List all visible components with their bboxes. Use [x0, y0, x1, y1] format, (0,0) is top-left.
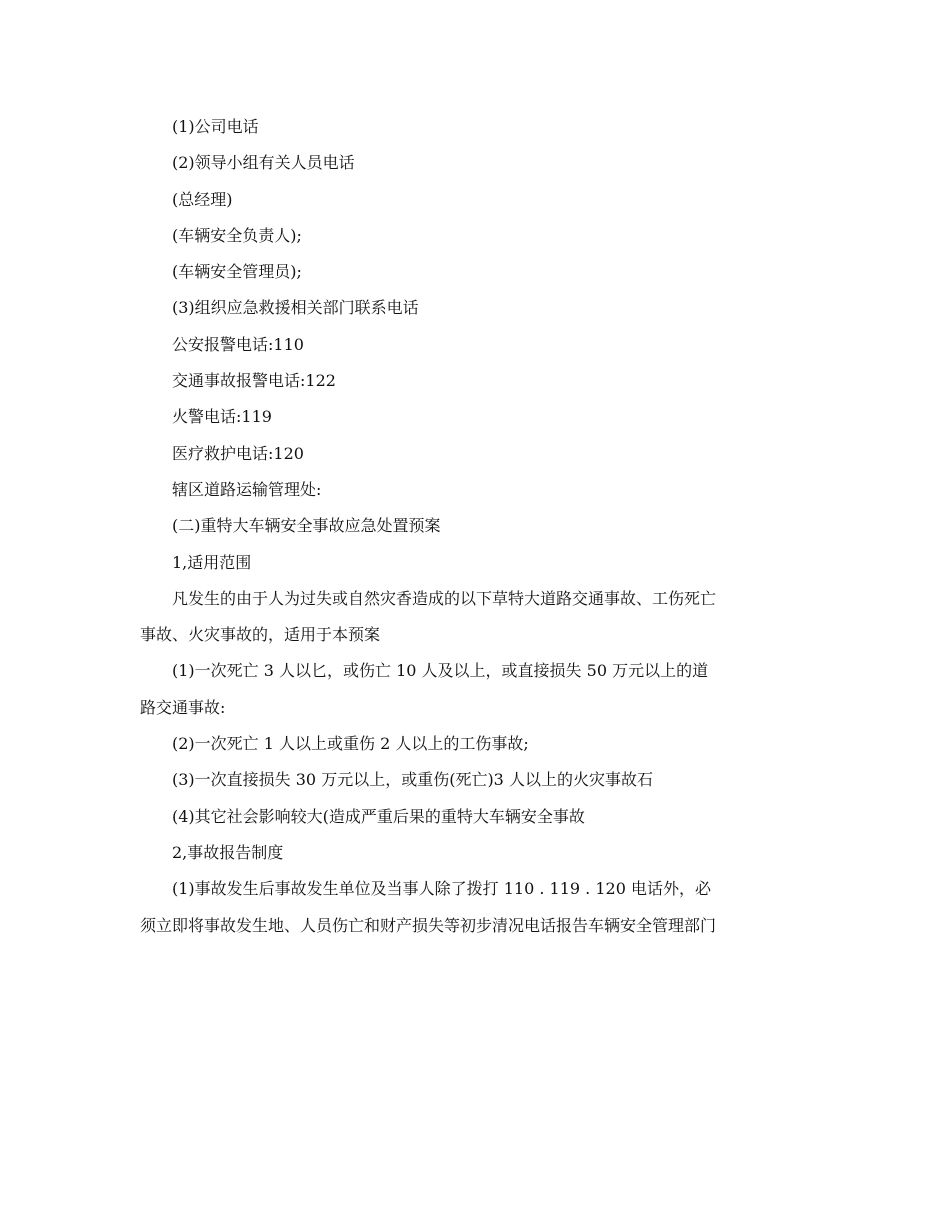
- text-line: (二)重特大车辆安全事故应急处置预案: [172, 516, 441, 536]
- document-body: [140, 109, 812, 944]
- text-line: 事故、火灾事故的，适用于本预案: [140, 625, 381, 645]
- text-line: 辖区道路运输管理处:: [172, 479, 322, 499]
- text-line: (总经理): [172, 189, 233, 209]
- text-line: (1)一次死亡 3 人以匕，或伤亡 10 人及以上，或直接损失 50 万元以上的道: [172, 661, 709, 681]
- text-line: (2)领导小组有关人员电话: [172, 153, 355, 173]
- text-line: (车辆安全管理员);: [172, 262, 302, 282]
- text-line: (1)事故发生后事故发生单位及当事人除了拨打 110 . 119 . 120 电话外，必: [172, 879, 711, 899]
- text-line: 火警电话:119: [172, 407, 272, 427]
- text-line: 凡发生的由于人为过失或自然灾香造成的以下草特大道路交通事故、工伤死亡: [172, 588, 717, 608]
- text-line: (3)一次直接损失 30 万元以上，或重伤(死亡)3 人以上的火灾事故石: [172, 770, 653, 790]
- text-line: (1)公司电话: [172, 117, 259, 136]
- text-line: (4)其它社会影响较大(造成严重后果的重特大车辆安全事故: [172, 806, 585, 826]
- text-line: (车辆安全负责人);: [172, 225, 302, 245]
- text-line: 路交通事故:: [140, 697, 226, 717]
- text-line: 医疗救护电话:120: [172, 443, 304, 463]
- text-line: 1,适用范围: [172, 552, 252, 572]
- text-line: 须立即将事故发生地、人员伤亡和财产损失等初步清况电话报告车辆安全管理部门: [140, 915, 717, 935]
- text-line: 公安报警电话:110: [172, 334, 304, 354]
- text-line: (2)一次死亡 1 人以上或重伤 2 人以上的工伤事故;: [172, 734, 529, 754]
- text-line: 交通事故报警电话:122: [172, 371, 336, 391]
- text-line: 2,事故报告制度: [172, 842, 284, 862]
- text-line: (3)组织应急救援相关部门联系电话: [172, 298, 419, 318]
